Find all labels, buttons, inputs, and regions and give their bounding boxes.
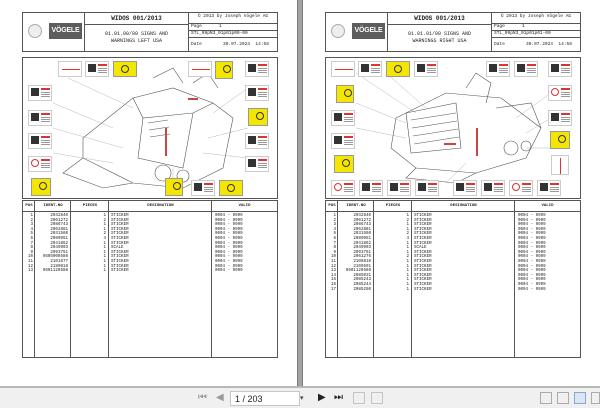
page-row: Page 1: [492, 24, 580, 31]
title-meta: [189, 13, 277, 51]
parts-table: [325, 200, 581, 358]
logo-area: [23, 13, 85, 51]
continuous-view-icon[interactable]: [557, 392, 569, 404]
sticker-yellow-hand: [248, 108, 268, 126]
catalog-title: WIDOS 001/2013: [388, 13, 491, 25]
table-row: 11 2101677 1 STICKER 0004 - 9999: [27, 259, 243, 264]
table-row: 15 2085243 1 STICKER 0004 - 9999: [330, 278, 546, 283]
title-block: [22, 12, 278, 52]
sticker-crush: [548, 110, 572, 126]
sticker-prohibition: [548, 85, 572, 101]
parts-table-body: [23, 214, 277, 274]
sticker-seat-top-2: [514, 61, 538, 77]
prev-page-button[interactable]: ◀: [216, 392, 224, 403]
table-row: 4 2062881 1 STICKER 0004 - 9999: [333, 227, 546, 232]
sticker-crush: [28, 133, 52, 149]
sticker-step: [245, 156, 269, 172]
single-page-view-icon[interactable]: [540, 392, 552, 404]
table-row: 10 2061276 2 STICKER 0004 - 9999: [330, 255, 546, 260]
exploded-drawing: [22, 57, 278, 199]
table-row: 2 2061272 2 STICKER 0004 - 9999: [30, 218, 243, 223]
copyright: © 2013 by Joseph Vögele AG: [492, 13, 580, 24]
sticker-seat-warning: [85, 61, 109, 77]
section-description: 01.01.00/00 SIGNS AND WARNINGS LEFT USA: [104, 31, 168, 44]
sticker-red-strip: [331, 61, 355, 77]
last-page-button[interactable]: ⏭: [334, 392, 343, 403]
brand-logo: VÖGELE: [49, 23, 82, 39]
sticker-operator-bottom: [415, 180, 439, 196]
sticker-operator: [331, 133, 355, 149]
two-page-continuous-view-icon[interactable]: [591, 392, 600, 404]
sticker-steer: [414, 61, 438, 77]
sticker-yellow-hand: [550, 131, 570, 149]
sticker-gear: [191, 180, 215, 196]
sticker-step: [387, 180, 411, 196]
sticker-hazard: [28, 110, 52, 126]
table-row: 2 2061272 2 STICKER 0004 - 9999: [333, 218, 546, 223]
paver-machine-drawing: [23, 58, 278, 199]
brand-logo: VÖGELE: [352, 23, 385, 39]
doc-id: STL_09pN3_01p01p00-00: [189, 31, 277, 38]
sticker-warning-triangle: [358, 61, 382, 77]
table-row: 11 2108810 1 STICKER 0004 - 9999: [330, 259, 546, 264]
table-row: 5 2031560 2 STICKER 0004 - 9999: [333, 232, 546, 237]
sticker-yellow-lift: [215, 61, 233, 79]
catalog-title: WIDOS 001/2013: [85, 13, 188, 25]
page-left: [0, 0, 297, 386]
title-center: [85, 13, 189, 51]
parts-table: [22, 200, 278, 358]
table-row: 16 2085244 1 STICKER 0004 - 9999: [330, 282, 546, 287]
sticker-prohibition-bottom-2: [509, 180, 533, 196]
table-row: 3 2086743 1 STICKER 0004 - 9999: [30, 223, 243, 228]
sticker-seat-right: [245, 85, 269, 101]
sticker-yellow-scale: [165, 178, 183, 196]
table-row: 6 2080951 4 STICKER 0004 - 9999: [333, 236, 546, 241]
sticker-seat-left: [331, 110, 355, 126]
parts-table-header: POS IDENT-NO PIECES DESIGNATION VALID: [326, 201, 580, 212]
sticker-seat-bottom-2: [481, 180, 505, 196]
sticker-yellow-lift: [336, 85, 354, 103]
table-row: 12 2180818 1 STICKER 0004 - 9999: [27, 264, 243, 269]
sticker-yellow-info: [219, 180, 243, 196]
sticker-8-red-strip: [58, 61, 82, 77]
first-page-button[interactable]: ⏮: [198, 392, 207, 403]
section-description: 01.01.01/00 SIGNS AND WARNINGS RIGHT USA: [407, 31, 471, 44]
copyright: © 2013 by Joseph Vögele AG: [189, 13, 277, 24]
parts-table-body: [326, 214, 580, 292]
sticker-prohibition: [28, 156, 52, 172]
sticker-prohibition-bottom: [331, 180, 355, 196]
two-page-view-icon[interactable]: [574, 392, 586, 404]
logo-area: [326, 13, 388, 51]
table-row: 1 2042840 1 STICKER 0004 - 9999: [333, 214, 546, 218]
date-row: Date 30.07.2024 14:58: [191, 42, 269, 47]
table-row: 1 2042840 1 STICKER 0004 - 9999: [30, 214, 243, 218]
copy-page-icon[interactable]: [353, 392, 365, 404]
title-block: [325, 12, 581, 52]
sticker-climb: [537, 180, 561, 196]
title-center: [388, 13, 492, 51]
sticker-warning-triangle: [245, 61, 269, 77]
sticker-seat-lower: [245, 133, 269, 149]
table-row: 17 2085250 1 STICKER 0004 - 9999: [330, 287, 546, 292]
title-meta: [492, 13, 580, 51]
table-row: 6 2080951 4 STICKER 0004 - 9999: [30, 236, 243, 241]
seal-icon: [331, 24, 345, 38]
sticker-yellow-control: [386, 61, 410, 77]
seal-icon: [28, 24, 42, 38]
parts-table-header: POS IDENT-NO PIECES DESIGNATION VALID: [23, 201, 277, 212]
table-row: 14 2085031 1 STICKER 0004 - 9999: [330, 273, 546, 278]
sticker-yellow-control: [113, 61, 137, 77]
table-row: 7 2041862 1 STICKER 0004 - 9999: [333, 241, 546, 246]
sticker-seat-left: [28, 85, 52, 101]
next-page-button[interactable]: ▶: [318, 392, 326, 403]
table-row: 13 9601120588 1 STICKER 0004 - 9999: [27, 269, 243, 274]
table-row: 3 2086743 1 STICKER 0004 - 9999: [333, 223, 546, 228]
paver-machine-drawing: [326, 58, 581, 199]
table-row: 12 2109591 1 STICKER 0004 - 9999: [330, 264, 546, 269]
page-number-input[interactable]: [230, 391, 300, 406]
table-row: 10 9605000588 1 STICKER 0004 - 9999: [27, 255, 243, 260]
table-row: 8 2049903 1 SCALE 0004 - 9999: [333, 246, 546, 251]
sticker-hazard: [548, 61, 572, 77]
sticker-gear: [453, 180, 477, 196]
table-row: 5 2031560 2 STICKER 0004 - 9999: [30, 232, 243, 237]
table-row: 13 9601120588 1 STICKER 0004 - 9999: [330, 269, 546, 274]
page-right: [303, 0, 600, 386]
viewer-toolbar: [0, 386, 600, 408]
date-row: Date 30.07.2024 14:58: [494, 42, 572, 47]
page-row: Page 1: [189, 24, 277, 31]
table-row: 4 2062881 1 STICKER 0004 - 9999: [30, 227, 243, 232]
sticker-yellow-hand-bottom: [31, 178, 51, 196]
sticker-seat-bottom: [359, 180, 383, 196]
doc-id: STL_09pN3_01p01p01-00: [492, 31, 580, 38]
sticker-red-strip-vertical: [551, 155, 569, 175]
page-dropdown-icon[interactable]: ▾: [300, 395, 304, 402]
sticker-red-strip-top: [188, 61, 212, 77]
sticker-seat-top: [486, 61, 510, 77]
table-row: 9 2093751 1 STICKER 0004 - 9999: [333, 250, 546, 255]
exploded-drawing: [325, 57, 581, 199]
table-row: 7 2041862 1 STICKER 0004 - 9999: [30, 241, 243, 246]
table-row: 9 2093751 1 STICKER 0004 - 9999: [30, 250, 243, 255]
copy-spread-icon[interactable]: [371, 392, 383, 404]
table-row: 8 2049903 1 SCALE 0004 - 9999: [30, 246, 243, 251]
sticker-yellow-hand-left: [334, 155, 354, 173]
